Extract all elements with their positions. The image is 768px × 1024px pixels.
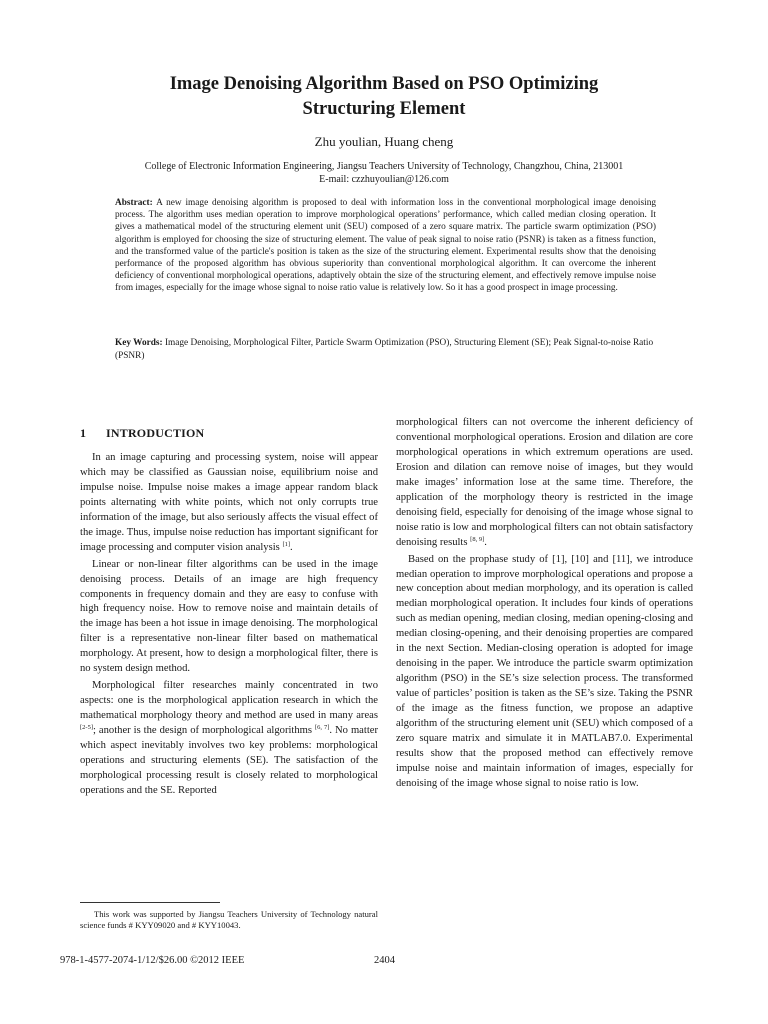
- footnote-divider: [80, 902, 220, 903]
- left-column: [80, 426, 378, 799]
- paper-title-line-2: Structuring Element: [302, 99, 466, 119]
- page-number: 2404: [374, 955, 395, 966]
- keywords-label: Key Words:: [115, 338, 163, 348]
- keywords-text: Image Denoising, Morphological Filter, Particle Swarm Optimization (PSO), Structuring Element (SE); Peak Signal-to-noise Ratio (PSNR): [115, 338, 654, 361]
- abstract: [115, 197, 656, 295]
- copyright-line: 978-1-4577-2074-1/12/$26.00 ©2012 IEEE: [60, 955, 245, 966]
- paper-title-line-1: Image Denoising Algorithm Based on PSO Optimizing: [169, 74, 599, 94]
- footnote: This work was supported by Jiangsu Teachers University of Technology natural science funds # KYY09020 and # KYY10043.: [80, 909, 378, 930]
- right-column: [396, 416, 693, 792]
- paragraph-end: .: [484, 536, 487, 548]
- section-heading-introduction: [80, 426, 378, 441]
- intro-paragraph-1: [80, 451, 378, 556]
- paper-title: [60, 72, 708, 122]
- citation: [8, 9]: [470, 535, 485, 543]
- intro-paragraph-3: [80, 679, 378, 799]
- section-number: 1: [80, 426, 87, 440]
- intro-paragraph-2: Linear or non-linear filter algorithms can be used in the image denoising process. Details of an image are high frequency components in frequency domain and they are easy to confuse with high frequency noise. How to remove noise and maintain details of the image has been a hot issue in image denoising. The morphological filter is a representative non-linear filter based on mathematical morphology. At present, how to design a morphological filter, there is no system design method.: [80, 558, 378, 675]
- citation: [6, 7]: [315, 724, 330, 732]
- paragraph-text: . No matter which aspect inevitably involves two key problems: morphological operations and structuring elements (SE). The satisfaction of the morphological processing result is closely related to morphological operations and the SE. Reported: [80, 725, 379, 796]
- affiliation: College of Electronic Information Engineering, Jiangsu Teachers University of Technology, Changzhou, China, 213001: [144, 161, 624, 172]
- abstract-label: Abstract:: [115, 198, 153, 208]
- abstract-text: A new image denoising algorithm is proposed to deal with information loss in the conventional morphological image denoising process. The algorithm uses median operation to improve morphological operations’ performance, which called median closing operation. It gives a mathematical model of the structuring element unit (SEU) composed of a zero square matrix. The particle swarm optimization (PSO) algorithm is employed for choosing the size of structuring element. The value of peak signal to noise ratio (PSNR) is taken as a fitness function, and the transformed value of the particle's position is taken as the size of the structuring element. Experimental results show that the denoising performance of the proposed algorithm has obvious superiority than conventional morphological algorithm. It can overcome the inherent deficiency of conventional morphological operations, adaptively obtain the size of the structuring element, and effectively remove impulse noise from images, especially for the image whose signal to noise ratio value is relatively low. So it has a good prospect in image processing.: [115, 198, 656, 294]
- citation: [2-5]: [80, 724, 93, 732]
- right-paragraph-2: Based on the prophase study of [1], [10] and [11], we introduce median operation to improve morphological operations and propose a new conception about median morphology, and its operation is called median morphological operation. It includes four kinds of operations such as median opening, median closing, median opening-closing and median closing-opening, and their denoising properties are compared in the next Section. Median-closing operation is adopted for image denoising in the paper. We introduce the particle swarm optimization algorithm (PSO) in the SE’s size selection process. The transformed value of particles’ position is taken as the SE’s size. Taking the PSNR of the image as the fitness function, we propose an adaptive algorithm of the structuring element unit (SEU) which composed of a zero square matrix and simulate it in MATLAB7.0. Experimental results show that the proposed method can effectively remove impulse noise and maintain information of images, especially for denoising of the image whose signal to noise ratio is low.: [396, 553, 693, 789]
- paragraph-text: ; another is the design of morphological algorithms: [93, 725, 313, 737]
- citation: [1]: [282, 540, 291, 548]
- paragraph-text: Morphological filter researches mainly concentrated in two aspects: one is the morphological application research in which the mathematical morphology theory and method are used in many areas: [80, 680, 378, 722]
- paragraph-text: morphological filters can not overcome the inherent deficiency of conventional morphological operations. Erosion and dilation are core morphological operations in which extremum operations are used. Erosion and dilation can remove noise of images, but they would make images’ information lose at the same time. Therefore, the application of the morphology theory is restricted in the image denoising field, especially for denoising of the image whose signal to noise ratio is low and morphological filters can not obtain satisfactory denoising results: [396, 417, 693, 548]
- paragraph-text: In an image capturing and processing system, noise will appear which may be classified as Gaussian noise, equilibrium noise and impulse noise. Impulse noise makes a image appear random black points alternating with white points, which not only corrupts true information of the image, but also seriously affects the visual effect of the image. Thus, impulse noise reduction has important significant for image processing and computer vision analysis: [80, 451, 378, 553]
- paragraph-end: .: [290, 541, 293, 553]
- authors: Zhu youlian, Huang cheng: [314, 134, 454, 149]
- email: E-mail: czzhuyoulian@126.com: [319, 173, 449, 185]
- affiliation-block: [60, 161, 708, 186]
- right-paragraph-1: [396, 416, 693, 551]
- section-title: INTRODUCTION: [106, 426, 205, 440]
- keywords: [115, 337, 656, 362]
